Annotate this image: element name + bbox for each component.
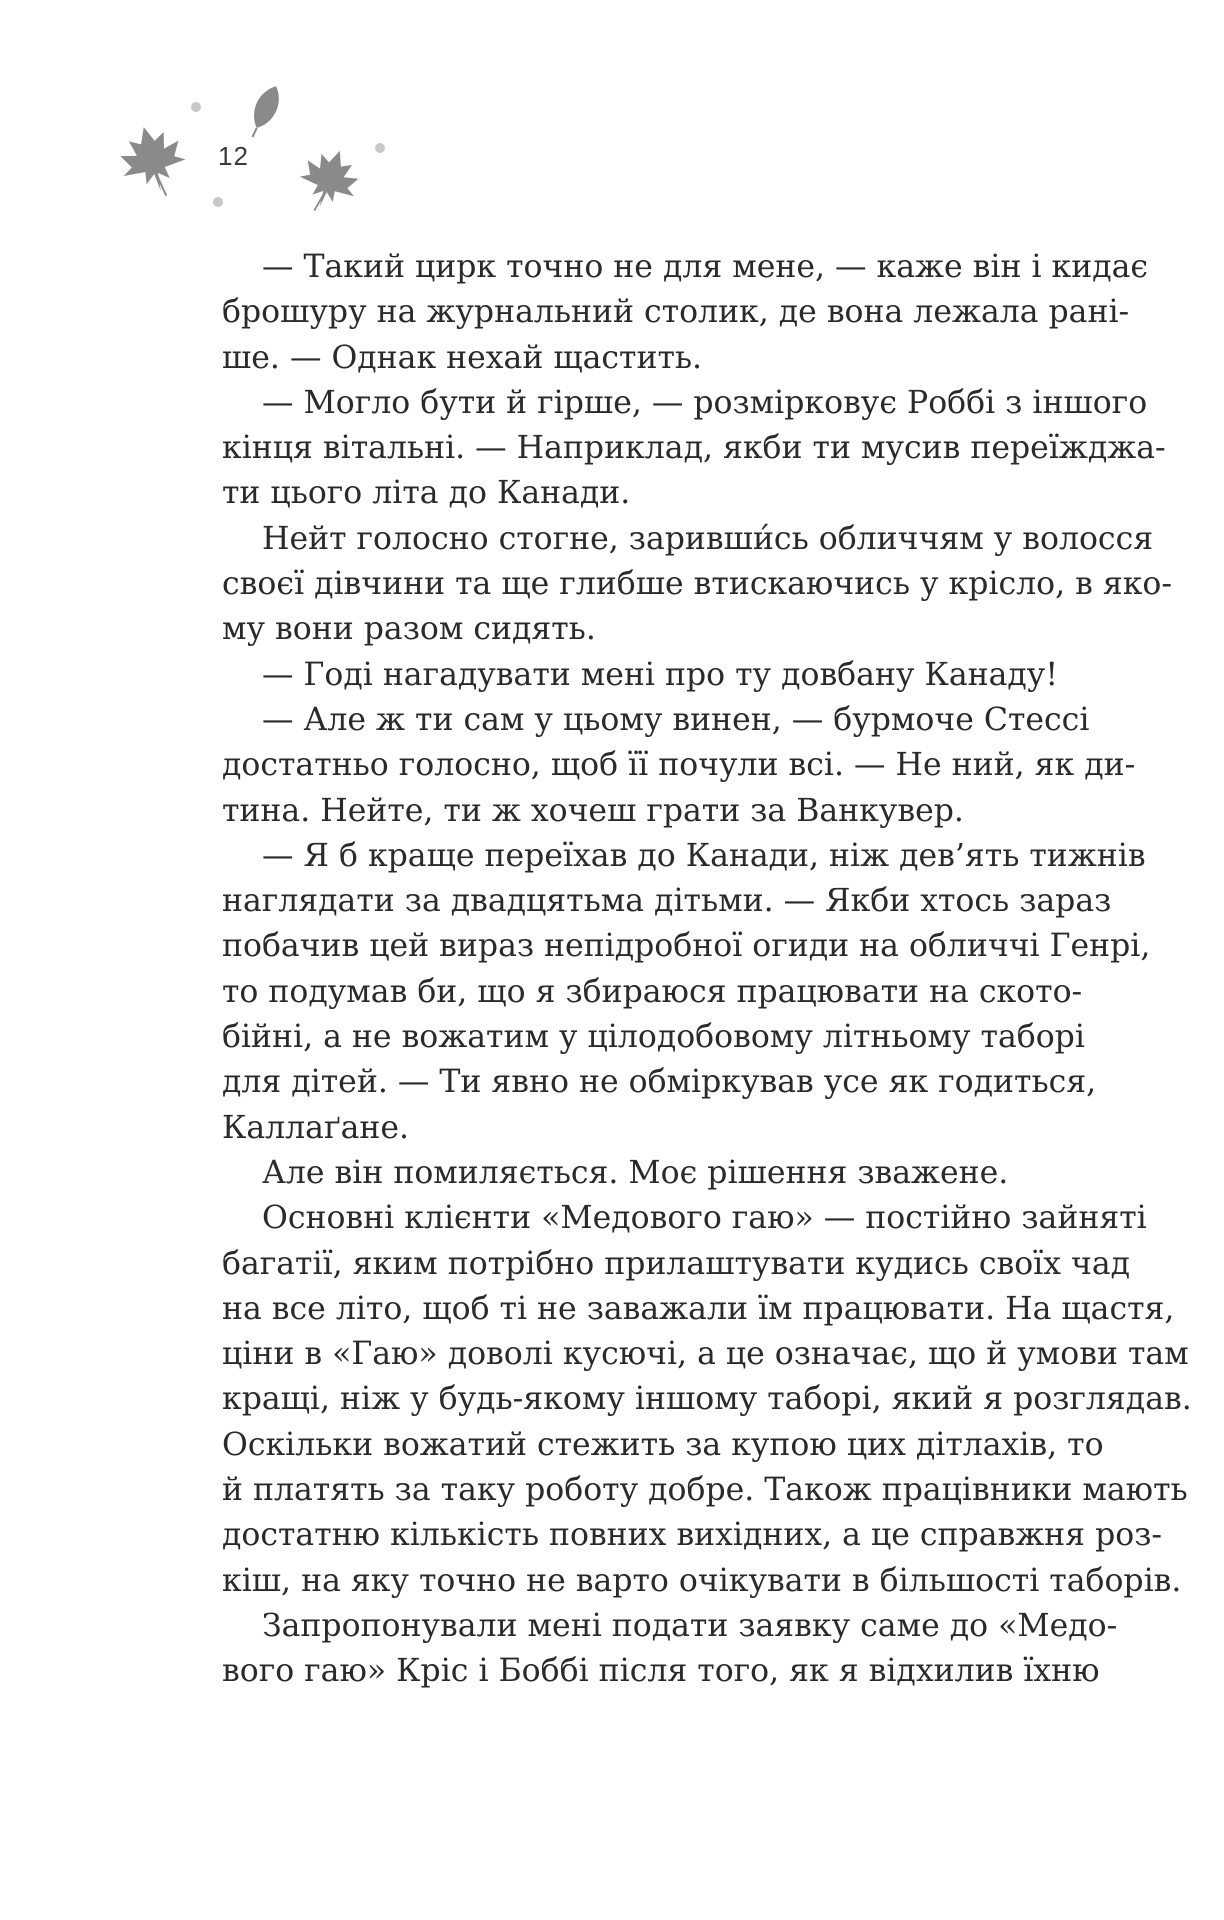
maple-leaf-icon — [113, 119, 193, 205]
header-ornament — [0, 0, 420, 230]
text-line: — Я б краще переїхав до Канади, ніж дев’ять тижнів — [262, 837, 1146, 874]
text-line: то подумав би, що я збираюся працювати на ското- — [222, 973, 1083, 1010]
text-line: — Годі нагадувати мені про ту довбану Канаду! — [262, 656, 1058, 693]
maple-leaf-icon — [291, 141, 367, 222]
text-line: для дітей. — Ти явно не обміркував усе як годиться, — [222, 1064, 1097, 1101]
text-line: на все літо, щоб ті не заважали їм працювати. На щастя, — [222, 1290, 1175, 1327]
text-line: Нейт голосно стогне, заривши́сь обличчям у волосся — [262, 520, 1154, 557]
text-line: му вони разом сидять. — [222, 611, 596, 648]
text-line: — Могло бути й гірше, — розмірковує Роббі з іншого — [262, 384, 1148, 421]
text-line: й платять за таку роботу добре. Також працівники мають — [222, 1472, 1188, 1509]
dot-icon — [213, 197, 223, 207]
dot-icon — [191, 102, 201, 112]
text-line: — Такий цирк точно не для мене, — каже він і кидає — [262, 249, 1149, 285]
text-line: Запропонували мені подати заявку саме до «Медо- — [262, 1607, 1118, 1644]
page-number: 12 — [218, 141, 249, 171]
text-line: бійні, а не вожатим у цілодобовому літньому таборі — [222, 1019, 1085, 1056]
text-line: кінця вітальні. — Наприклад, якби ти мусив переїжджа- — [222, 430, 1166, 467]
text-line: багатії, яким потрібно прилаштувати кудись своїх чад — [222, 1245, 1131, 1282]
text-line: Оскільки вожатий стежить за купою цих дітлахів, то — [222, 1426, 1104, 1463]
text-line: ше. — Однак нехай щастить. — [222, 339, 703, 376]
text-line: тина. Нейте, ти ж хочеш грати за Ванкувер. — [222, 792, 964, 829]
text-line: Але він помиляється. Моє рішення зважене. — [262, 1154, 1009, 1191]
text-line: кіш, на яку точно не варто очікувати в більшості таборів. — [222, 1562, 1182, 1599]
text-line: брошуру на журнальний столик, де вона лежала рані- — [222, 294, 1130, 331]
falling-leaf-icon — [243, 82, 286, 142]
body-text — [222, 245, 1192, 1695]
text-line: ціни в «Гаю» доволі кусючі, а це означає, що й умови там — [222, 1336, 1189, 1373]
text-line: ти цього літа до Канади. — [222, 475, 631, 512]
text-line: кращі, ніж у будь-якому іншому таборі, який я розглядав. — [222, 1381, 1192, 1418]
text-line: Каллаґане. — [222, 1109, 410, 1146]
text-line: — Але ж ти сам у цьому винен, — бурмоче Стессі — [262, 701, 1090, 738]
text-line: своєї дівчини та ще глибше втискаючись у крісло, в яко- — [222, 566, 1173, 603]
dot-icon — [375, 143, 385, 153]
text-line: вого гаю» Кріс і Боббі після того, як я відхилив їхню — [222, 1653, 1100, 1690]
text-line: Основні клієнти «Медового гаю» — постійно зайняті — [262, 1200, 1147, 1237]
text-line: достатньо голосно, щоб її почули всі. — Не ний, як ди- — [222, 747, 1136, 784]
text-line: достатню кількість повних вихідних, а це справжня роз- — [222, 1517, 1163, 1554]
text-line: наглядати за двадцятьма дітьми. — Якби хтось зараз — [222, 883, 1112, 920]
text-line: побачив цей вираз непідробної огиди на обличчі Генрі, — [222, 928, 1151, 965]
